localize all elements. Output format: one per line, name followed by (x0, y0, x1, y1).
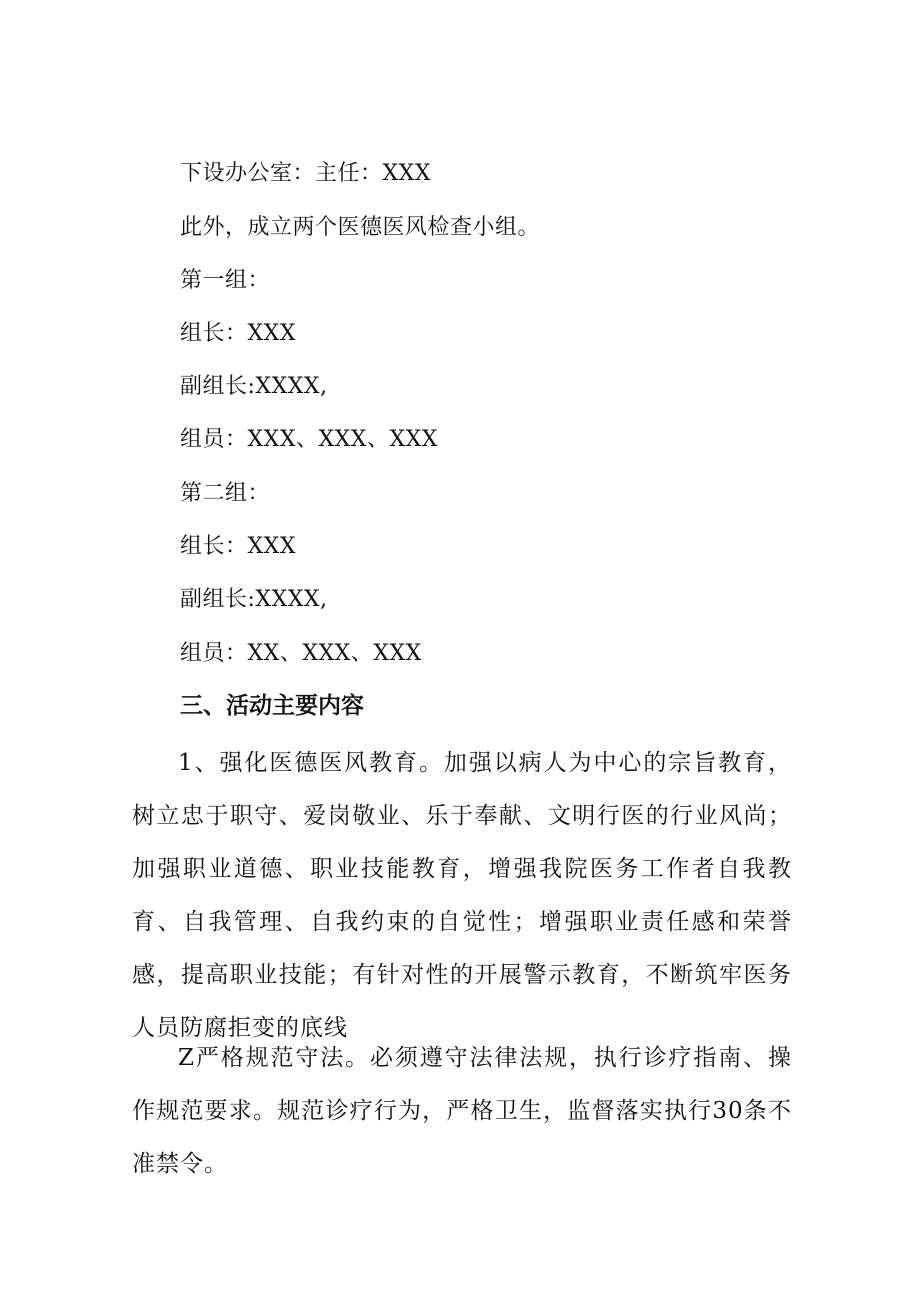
office-director-line: 下设办公室：主任：XXX (180, 161, 431, 186)
group-one-members: 组员：XXX、XXX、XXX (180, 427, 438, 452)
group-one-leader: 组长：XXX (180, 321, 296, 346)
paragraph-1-text: 1、强化医德医风教育。加强以病人为中心的宗旨教育，树立忠于职守、爱岗敬业、乐于奉献、文明行医的行业风尚；加强职业道德、职业技能教育，增强我院医务工作者自我教育、自我管理、自我约束的自觉性；增强职业责任感和荣誉感，提高职业技能；有针对性的开展警示教育，不断筑牢医务人员防腐拒变的底线 (132, 750, 792, 1041)
group-two-leader: 组长：XXX (180, 534, 296, 559)
group-one-deputy-leader: 副组长:XXXX, (180, 374, 328, 399)
paragraph-medical-ethics-education (132, 737, 792, 1055)
inspection-groups-intro: 此外，成立两个医德医风检查小组。 (180, 215, 541, 240)
section-heading: 三、活动主要内容 (180, 693, 364, 719)
paragraph-2-text: Z严格规范守法。必须遵守法律法规，执行诊疗指南、操作规范要求。规范诊疗行为，严格卫生，监督落实执行30条不准禁令。 (132, 1045, 792, 1177)
group-two-members: 组员：XX、XXX、XXX (180, 641, 422, 666)
group-two-title: 第二组： (180, 481, 271, 506)
paragraph-regulation-compliance (132, 1032, 792, 1191)
group-two-deputy-leader: 副组长:XXXX, (180, 587, 328, 612)
group-one-title: 第一组： (180, 268, 271, 293)
